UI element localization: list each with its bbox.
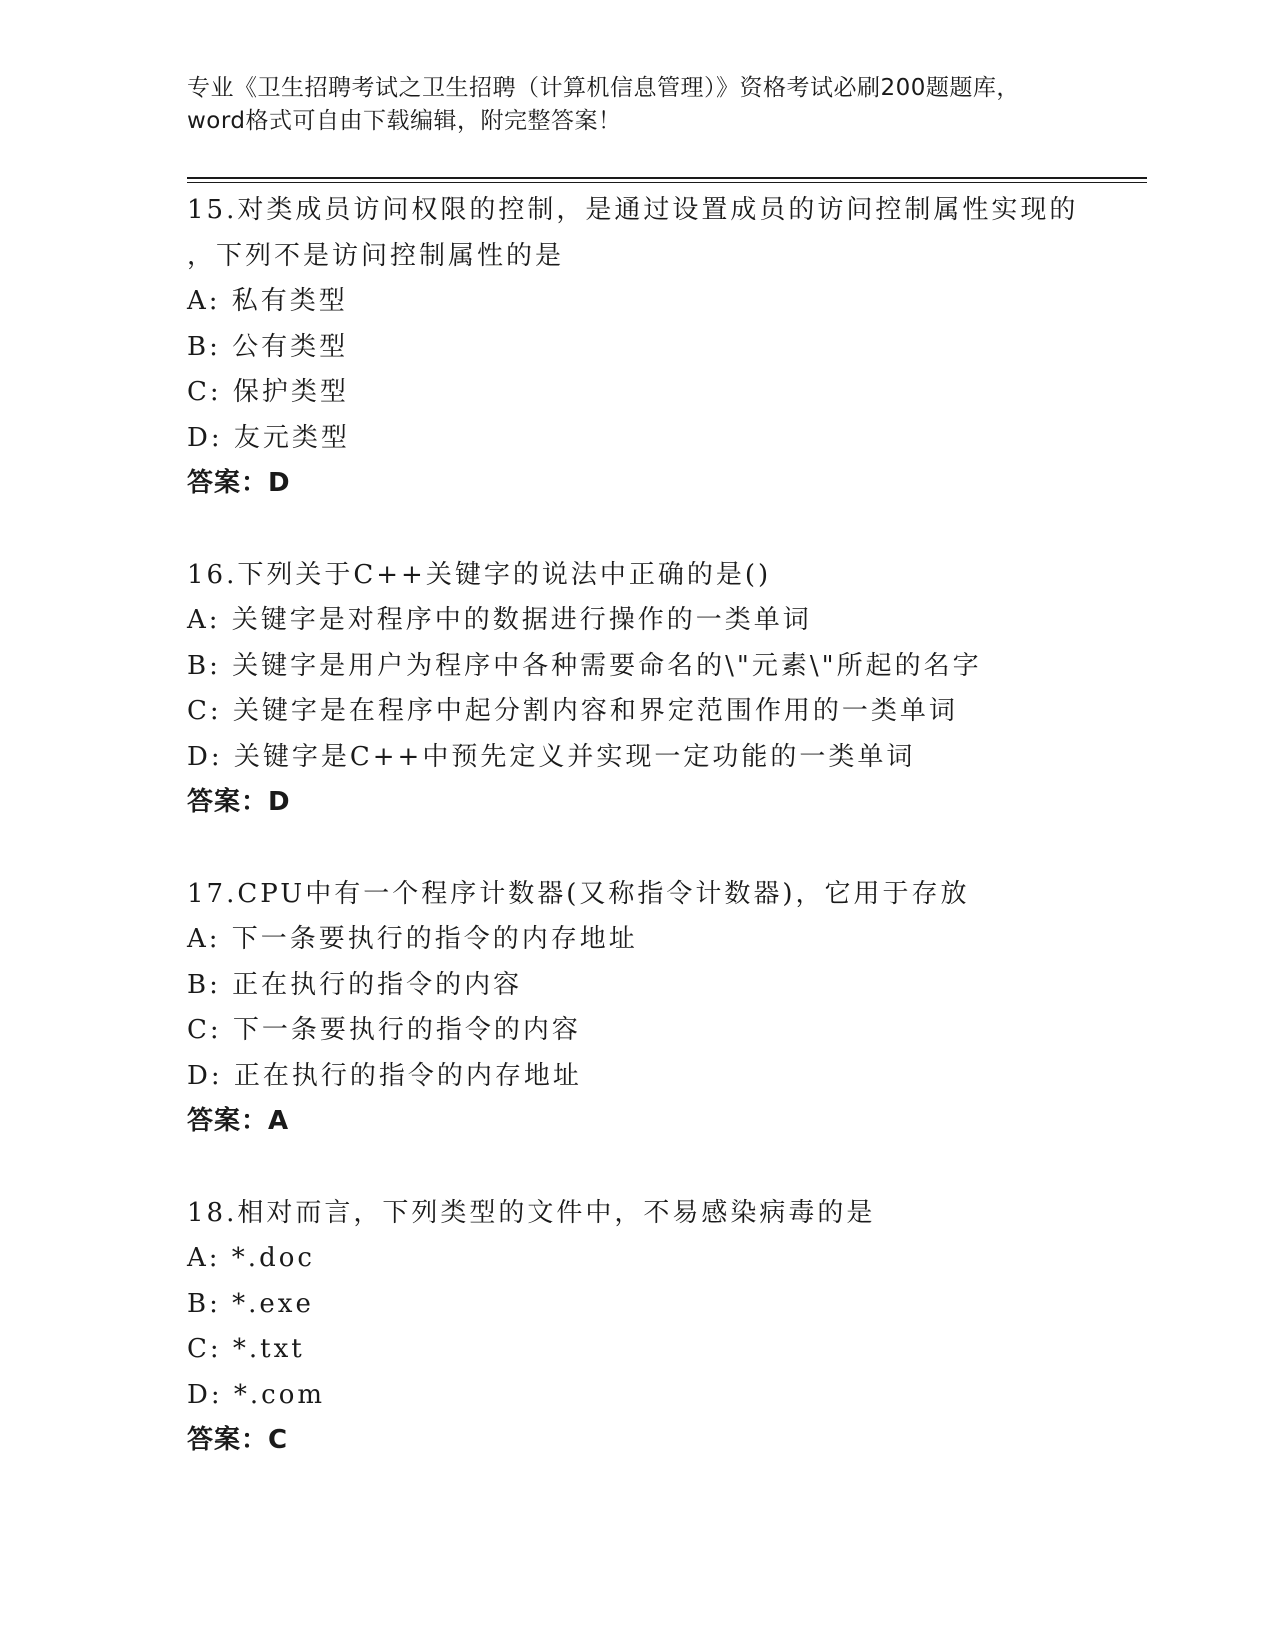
option-b: B: 正在执行的指令的内容	[187, 969, 523, 1000]
question-16	[187, 553, 1147, 826]
header-divider	[187, 177, 1147, 179]
question-18	[187, 1191, 1147, 1464]
answer: 答案：D	[187, 787, 291, 817]
question-17	[187, 872, 1147, 1145]
question-text-line: 15.对类成员访问权限的控制，是通过设置成员的访问控制属性实现的	[187, 195, 1079, 225]
option-d: D: *.com	[187, 1379, 326, 1410]
option-b: B: 关键字是用户为程序中各种需要命名的\"元素\"所起的名字	[187, 650, 982, 681]
question-15	[187, 188, 1147, 507]
option-c: C: 保护类型	[187, 377, 349, 407]
question-text-line: 18.相对而言，下列类型的文件中，不易感染病毒的是	[187, 1197, 876, 1228]
header-line-1: 专业《卫生招聘考试之卫生招聘（计算机信息管理）》资格考试必刷200题题库，	[187, 75, 1020, 101]
document-header	[187, 72, 1147, 138]
answer: 答案：A	[187, 1106, 290, 1136]
answer: 答案：C	[187, 1425, 289, 1455]
option-c: C: 下一条要执行的指令的内容	[187, 1015, 581, 1045]
option-c: C: *.txt	[187, 1334, 305, 1364]
option-a: A: 下一条要执行的指令的内存地址	[187, 924, 638, 954]
question-text-line: 16.下列关于C++关键字的说法中正确的是()	[187, 559, 772, 590]
option-a: A: 私有类型	[187, 286, 348, 316]
answer: 答案：D	[187, 468, 291, 498]
option-b: B: *.exe	[187, 1288, 314, 1319]
option-d: D: 关键字是C++中预先定义并实现一定功能的一类单词	[187, 741, 916, 772]
header-line-2: word格式可自由下载编辑，附完整答案！	[187, 108, 622, 134]
question-text-line: 17.CPU中有一个程序计数器(又称指令计数器)，它用于存放	[187, 878, 970, 909]
option-d: D: 友元类型	[187, 422, 350, 453]
question-text-line: ，下列不是访问控制属性的是	[187, 240, 565, 271]
header-divider-thin	[187, 182, 1147, 183]
option-c: C: 关键字是在程序中起分割内容和界定范围作用的一类单词	[187, 696, 958, 726]
option-a: A: *.doc	[187, 1243, 315, 1273]
option-a: A: 关键字是对程序中的数据进行操作的一类单词	[187, 605, 812, 635]
question-list	[187, 188, 1147, 1510]
option-b: B: 公有类型	[187, 331, 349, 362]
option-d: D: 正在执行的指令的内存地址	[187, 1060, 582, 1091]
